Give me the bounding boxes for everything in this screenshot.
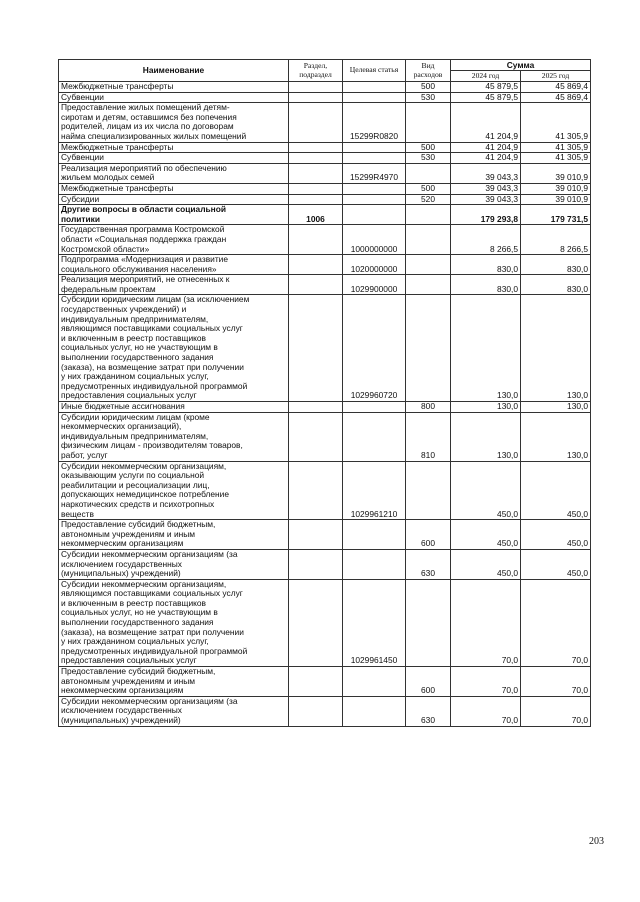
row-name [59, 183, 289, 194]
row-name-line: социальных услуг, но не участвующим в [61, 342, 218, 353]
row-name-line: Реализация мероприятий, не отнесенных к [61, 274, 230, 285]
row-type: 800 [406, 402, 451, 413]
row-name [59, 275, 289, 295]
header-section: Раздел, подраздел [289, 60, 343, 82]
row-name-line: и включенным в реестр поставщиков [61, 332, 206, 343]
row-name-line: Предоставление субсидий бюджетным, [61, 519, 216, 530]
row-name-line: некоммерческим организациям [61, 538, 184, 549]
row-name [59, 205, 289, 225]
row-name-line: родителей, лицам из их числа по договорам [61, 121, 234, 132]
row-name-line: Субвенции [61, 152, 104, 163]
row-sum-2024: 39 043,3 [451, 183, 521, 194]
row-section [289, 549, 343, 579]
row-sum-2024: 130,0 [451, 412, 521, 461]
row-name-line: являющимся поставщиками социальных услуг [61, 588, 243, 599]
row-sum-2025: 8 266,5 [521, 225, 591, 255]
row-section [289, 153, 343, 164]
row-type: 630 [406, 549, 451, 579]
row-name-line: политики [61, 213, 101, 224]
row-sum-2024: 41 204,9 [451, 142, 521, 153]
row-name-line: автономным учреждениям и иным [61, 528, 196, 539]
row-target: 1000000000 [343, 225, 406, 255]
row-target [343, 549, 406, 579]
row-sum-2024: 830,0 [451, 255, 521, 275]
row-section [289, 579, 343, 666]
row-name-line: социального обслуживания населения» [61, 263, 217, 274]
table-row [59, 82, 591, 93]
row-sum-2024: 130,0 [451, 402, 521, 413]
row-sum-2025: 45 869,4 [521, 82, 591, 93]
row-name-line: некоммерческим организациям [61, 685, 184, 696]
row-name-line: государственных учреждений) и [61, 304, 187, 315]
row-name-line: у них гражданином социальных услуг, [61, 636, 209, 647]
row-section [289, 194, 343, 205]
row-target: 1029960720 [343, 295, 406, 402]
row-type: 810 [406, 412, 451, 461]
row-sum-2025: 450,0 [521, 520, 591, 550]
row-name-line: Реализация мероприятий по обеспечению [61, 162, 227, 173]
table-row [59, 402, 591, 413]
row-target [343, 153, 406, 164]
row-target [343, 205, 406, 225]
header-name: Наименование [59, 60, 289, 82]
row-target: 15299R4970 [343, 163, 406, 183]
row-name-line: Другие вопросы в области социальной [61, 204, 227, 215]
row-type: 530 [406, 153, 451, 164]
row-name-line: исключением государственных [61, 558, 182, 569]
row-name-line: Субсидии юридическим лицам (за исключением [61, 294, 250, 305]
row-name-line: (заказа), на возмещение затрат при получении [61, 361, 244, 372]
row-section: 1006 [289, 205, 343, 225]
row-name-line: индивидуальным предпринимателям, [61, 313, 209, 324]
row-name [59, 295, 289, 402]
row-type [406, 205, 451, 225]
row-section [289, 275, 343, 295]
row-name-line: и включенным в реестр поставщиков [61, 597, 206, 608]
row-type [406, 103, 451, 142]
row-sum-2025: 450,0 [521, 461, 591, 520]
row-section [289, 461, 343, 520]
budget-table [58, 59, 591, 727]
row-sum-2024: 45 879,5 [451, 92, 521, 103]
row-name [59, 255, 289, 275]
row-section [289, 295, 343, 402]
row-sum-2025: 41 305,9 [521, 153, 591, 164]
table-row [59, 461, 591, 520]
header-sum: Сумма [451, 60, 591, 71]
row-target [343, 412, 406, 461]
row-sum-2024: 70,0 [451, 579, 521, 666]
row-section [289, 103, 343, 142]
row-name-line: Межбюджетные трансферты [61, 182, 174, 193]
row-name-line: Субсидии некоммерческим организациям (за [61, 695, 238, 706]
row-name-line: Субсидии некоммерческим организациям (за [61, 548, 238, 559]
row-section [289, 92, 343, 103]
header-year-2025: 2025 год [521, 71, 591, 82]
table-header [59, 60, 591, 82]
header-year-2024: 2024 год [451, 71, 521, 82]
row-target: 1029961450 [343, 579, 406, 666]
row-name [59, 194, 289, 205]
row-name-line: Костромской области» [61, 243, 150, 254]
header-type: Вид расходов [406, 60, 451, 82]
row-type: 630 [406, 696, 451, 726]
row-name [59, 163, 289, 183]
row-name-line: автономным учреждениям и иным [61, 675, 196, 686]
row-target [343, 92, 406, 103]
table-row [59, 696, 591, 726]
row-name [59, 412, 289, 461]
row-name-line: предоставления социальных услуг [61, 655, 197, 666]
row-sum-2024: 70,0 [451, 696, 521, 726]
row-type: 500 [406, 142, 451, 153]
row-name [59, 225, 289, 255]
row-name [59, 461, 289, 520]
row-target [343, 142, 406, 153]
row-name-line: Субсидии некоммерческим организациям, [61, 578, 227, 589]
row-name [59, 103, 289, 142]
table-row [59, 205, 591, 225]
row-section [289, 183, 343, 194]
row-target [343, 402, 406, 413]
row-sum-2025: 41 305,9 [521, 142, 591, 153]
row-name-line: выполнении государственного задания [61, 617, 214, 628]
row-sum-2025: 179 731,5 [521, 205, 591, 225]
row-name-line: Предоставление жилых помещений детям- [61, 102, 230, 113]
row-sum-2025: 130,0 [521, 295, 591, 402]
row-name [59, 402, 289, 413]
row-section [289, 255, 343, 275]
row-sum-2024: 45 879,5 [451, 82, 521, 93]
row-sum-2025: 130,0 [521, 402, 591, 413]
row-type: 500 [406, 82, 451, 93]
table-row [59, 579, 591, 666]
row-name-line: (муниципальных) учреждений) [61, 715, 181, 725]
table-row [59, 194, 591, 205]
row-sum-2024: 41 204,9 [451, 153, 521, 164]
row-name-line: реабилитации и ресоциализации лиц, [61, 479, 210, 490]
row-name [59, 92, 289, 103]
row-name-line: предоставления социальных услуг [61, 390, 197, 401]
row-name-line: наркотических средств и психотропных [61, 498, 215, 509]
row-sum-2024: 8 266,5 [451, 225, 521, 255]
row-sum-2025: 39 010,9 [521, 163, 591, 183]
row-target [343, 696, 406, 726]
row-target: 1029961210 [343, 461, 406, 520]
row-type [406, 225, 451, 255]
row-section [289, 412, 343, 461]
row-name-line: предусмотренных индивидуальной программой [61, 380, 248, 391]
row-sum-2025: 45 869,4 [521, 92, 591, 103]
row-sum-2024: 41 204,9 [451, 103, 521, 142]
row-name-line: области «Социальная поддержка граждан [61, 233, 227, 244]
row-name [59, 667, 289, 697]
row-name-line: являющимся поставщиками социальных услуг [61, 323, 243, 334]
row-target: 1029900000 [343, 275, 406, 295]
table-row [59, 92, 591, 103]
row-name-line: Государственная программа Костромской [61, 224, 225, 235]
row-section [289, 142, 343, 153]
row-name-line: Предоставление субсидий бюджетным, [61, 666, 216, 677]
table-row [59, 225, 591, 255]
row-target [343, 520, 406, 550]
row-name-line: социальных услуг, но не участвующим в [61, 607, 218, 618]
row-name-line: Субвенции [61, 91, 104, 102]
row-name-line: исключением государственных [61, 705, 182, 716]
row-sum-2024: 130,0 [451, 295, 521, 402]
row-target: 15299R0820 [343, 103, 406, 142]
row-name-line: некоммерческих организаций), [61, 421, 182, 432]
table-body [59, 82, 591, 727]
row-name-line: Межбюджетные трансферты [61, 81, 174, 91]
row-name [59, 82, 289, 93]
row-name-line: Подпрограмма «Модернизация и развитие [61, 254, 229, 265]
row-sum-2025: 450,0 [521, 549, 591, 579]
row-sum-2024: 39 043,3 [451, 163, 521, 183]
row-name [59, 153, 289, 164]
row-sum-2025: 70,0 [521, 579, 591, 666]
row-name [59, 579, 289, 666]
row-sum-2025: 830,0 [521, 275, 591, 295]
table-row [59, 295, 591, 402]
row-name-line: у них гражданином социальных услуг, [61, 371, 209, 382]
row-name-line: Субсидии некоммерческим организациям, [61, 460, 227, 471]
table-row [59, 549, 591, 579]
table-row [59, 412, 591, 461]
row-target [343, 194, 406, 205]
row-name [59, 142, 289, 153]
row-name-line: веществ [61, 508, 94, 519]
row-name [59, 696, 289, 726]
table-row [59, 255, 591, 275]
row-name-line: выполнении государственного задания [61, 352, 214, 363]
row-type [406, 275, 451, 295]
row-section [289, 82, 343, 93]
row-name-line: федеральным проектам [61, 283, 156, 294]
row-section [289, 402, 343, 413]
row-name-line: оказывающим услуги по социальной [61, 470, 205, 481]
row-name-line: найма специализированных жилых помещений [61, 130, 247, 141]
row-target [343, 183, 406, 194]
row-name-line: Субсидии [61, 193, 100, 204]
table-row [59, 275, 591, 295]
row-type: 530 [406, 92, 451, 103]
row-name-line: работ, услуг [61, 449, 108, 460]
row-name-line: жильем молодых семей [61, 172, 155, 183]
header-target: Целевая статья [343, 60, 406, 82]
row-section [289, 225, 343, 255]
row-sum-2024: 70,0 [451, 667, 521, 697]
row-name [59, 520, 289, 550]
row-sum-2024: 39 043,3 [451, 194, 521, 205]
row-name-line: физическим лицам - производителям товаров, [61, 440, 243, 451]
row-sum-2024: 450,0 [451, 461, 521, 520]
row-type [406, 461, 451, 520]
row-sum-2024: 450,0 [451, 520, 521, 550]
row-type [406, 255, 451, 275]
row-type: 520 [406, 194, 451, 205]
row-name-line: Иные бюджетные ассигнования [61, 401, 185, 411]
row-sum-2024: 830,0 [451, 275, 521, 295]
row-name-line: Межбюджетные трансферты [61, 141, 174, 152]
row-target: 1020000000 [343, 255, 406, 275]
row-name-line: допускающих немедицинское потребление [61, 489, 229, 500]
row-section [289, 520, 343, 550]
row-type [406, 295, 451, 402]
row-sum-2025: 39 010,9 [521, 183, 591, 194]
table-row [59, 667, 591, 697]
row-name [59, 549, 289, 579]
row-name-line: сиротам и детям, оставшимся без попечения [61, 111, 237, 122]
row-type [406, 163, 451, 183]
row-type: 600 [406, 667, 451, 697]
table-row [59, 520, 591, 550]
row-sum-2024: 450,0 [451, 549, 521, 579]
row-sum-2025: 41 305,9 [521, 103, 591, 142]
table-row [59, 142, 591, 153]
row-target [343, 667, 406, 697]
row-name-line: индивидуальным предпринимателям, [61, 430, 209, 441]
row-name-line: (заказа), на возмещение затрат при получении [61, 626, 244, 637]
row-target [343, 82, 406, 93]
row-sum-2025: 70,0 [521, 696, 591, 726]
table-row [59, 153, 591, 164]
row-name-line: предусмотренных индивидуальной программой [61, 645, 248, 656]
row-type [406, 579, 451, 666]
row-section [289, 696, 343, 726]
row-sum-2025: 830,0 [521, 255, 591, 275]
row-section [289, 163, 343, 183]
page-number: 203 [589, 836, 604, 847]
row-sum-2025: 130,0 [521, 412, 591, 461]
table-row [59, 163, 591, 183]
row-type: 500 [406, 183, 451, 194]
row-name-line: (муниципальных) учреждений) [61, 568, 181, 579]
table-row [59, 183, 591, 194]
row-sum-2025: 39 010,9 [521, 194, 591, 205]
row-section [289, 667, 343, 697]
row-name-line: Субсидии юридическим лицам (кроме [61, 411, 210, 422]
table-row [59, 103, 591, 142]
row-sum-2024: 179 293,8 [451, 205, 521, 225]
row-sum-2025: 70,0 [521, 667, 591, 697]
row-type: 600 [406, 520, 451, 550]
